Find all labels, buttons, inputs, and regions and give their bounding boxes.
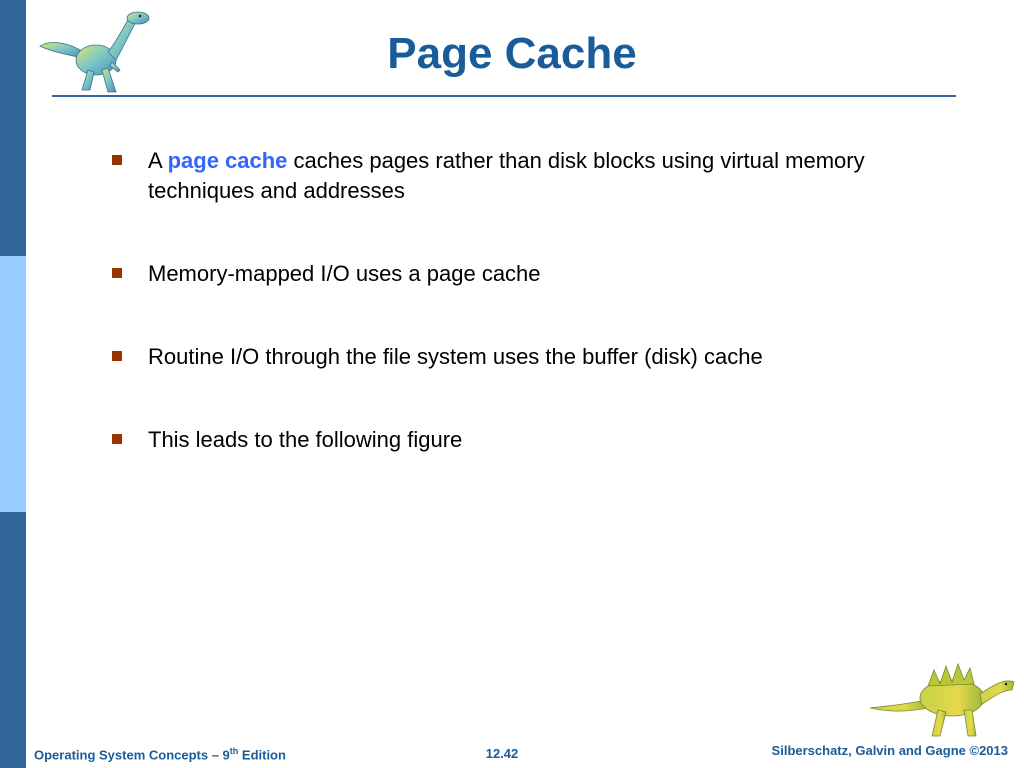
- square-bullet-icon: [112, 268, 122, 278]
- page-number: 12.42: [485, 746, 519, 761]
- footer-copyright: Silberschatz, Galvin and Gagne ©2013: [771, 743, 1008, 758]
- footer-book-title-sup: th: [229, 746, 239, 756]
- square-bullet-icon: [112, 155, 122, 165]
- bullet-text-suffix: caches pages rather than disk blocks using virtual memory techniques and addresses: [148, 148, 865, 203]
- bullet-text-prefix: A: [148, 148, 168, 173]
- bullet-item: [110, 342, 930, 372]
- bullet-item: [110, 259, 930, 289]
- footer-book-title: [34, 746, 286, 762]
- page-title: Page Cache: [387, 29, 637, 78]
- sidebar-stripe-bottom: [0, 512, 26, 768]
- sidebar-stripe-top: [0, 0, 26, 256]
- dinosaur-icon: [868, 656, 1018, 742]
- bullet-text: Memory-mapped I/O uses a page cache: [148, 261, 541, 286]
- square-bullet-icon: [112, 434, 122, 444]
- bullet-list: [110, 146, 930, 508]
- bullet-text: This leads to the following figure: [148, 427, 463, 452]
- bullet-item: [110, 146, 930, 206]
- sidebar-stripe-middle: [0, 256, 26, 512]
- square-bullet-icon: [112, 351, 122, 361]
- bullet-item: [110, 425, 930, 455]
- bullet-text: Routine I/O through the file system uses the buffer (disk) cache: [148, 344, 763, 369]
- title-divider: [52, 95, 956, 97]
- footer-book-title-suffix: Edition: [238, 747, 286, 763]
- dinosaur-icon: [36, 6, 160, 96]
- bullet-highlight-term: page cache: [167, 148, 288, 173]
- footer-book-title-main: Operating System Concepts – 9: [34, 747, 230, 763]
